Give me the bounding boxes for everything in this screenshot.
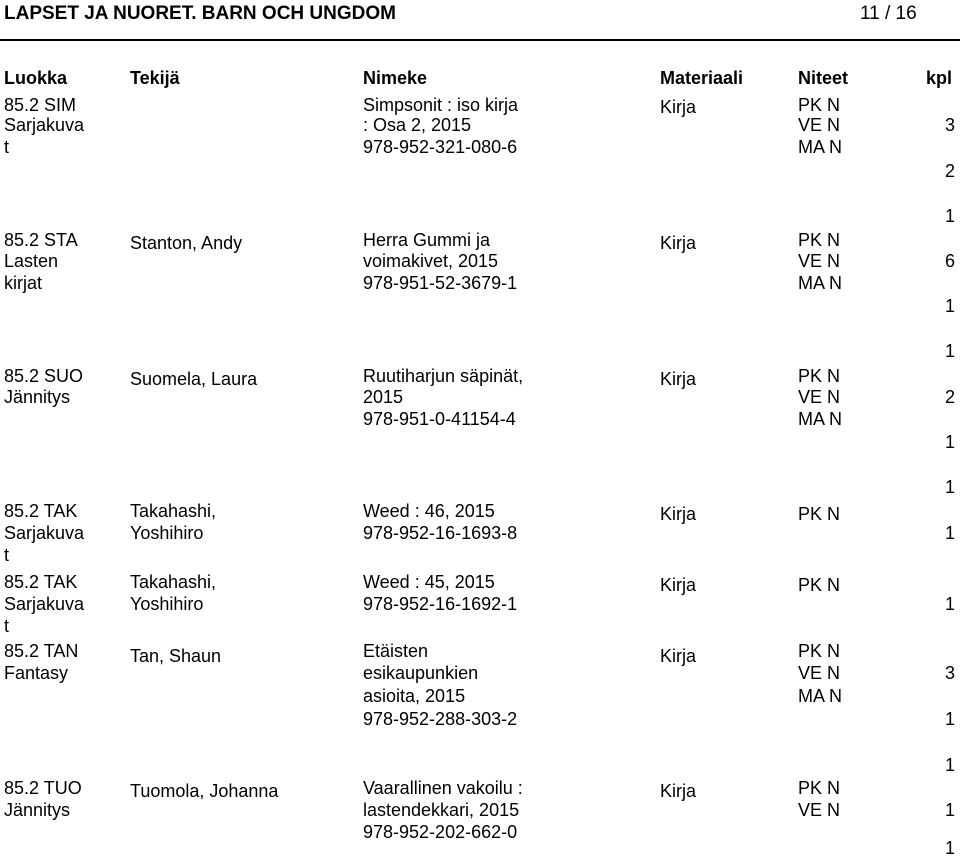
- branch-copies: MA N: [798, 273, 843, 293]
- class-genre: Sarjakuva: [4, 115, 85, 135]
- branch-copies: PK N: [798, 504, 841, 524]
- author: Tuomola, Johanna: [130, 781, 279, 801]
- copy-count: 3: [945, 663, 956, 683]
- class-code: 85.2 TAK: [4, 501, 78, 521]
- copy-count: 1: [945, 341, 956, 361]
- class-code: 85.2 STA: [4, 230, 78, 250]
- branch-copies: VE N: [798, 251, 841, 271]
- author-cont: Yoshihiro: [130, 523, 204, 543]
- column-header-materiaali: Materiaali: [660, 68, 744, 88]
- branch-copies: VE N: [798, 663, 841, 683]
- copy-count: 1: [945, 800, 956, 820]
- copy-count: 1: [945, 755, 956, 775]
- author: Stanton, Andy: [130, 233, 243, 253]
- page-title: LAPSET JA NUORET. BARN OCH UNGDOM: [4, 3, 396, 24]
- branch-copies: PK N: [798, 95, 841, 115]
- class-genre: Jännitys: [4, 800, 71, 820]
- copy-count: 1: [945, 432, 956, 452]
- material-type: Kirja: [660, 233, 697, 253]
- copy-count: 2: [945, 161, 956, 181]
- class-genre-cont: t: [4, 616, 10, 636]
- copy-count: 1: [945, 206, 956, 226]
- copy-count: 1: [945, 594, 956, 614]
- class-code: 85.2 SUO: [4, 366, 84, 386]
- class-code: 85.2 SIM: [4, 95, 77, 115]
- class-code: 85.2 TAK: [4, 572, 78, 592]
- material-type: Kirja: [660, 781, 697, 801]
- column-header-tekija: Tekijä: [130, 68, 180, 88]
- class-genre-cont: t: [4, 137, 10, 157]
- branch-copies: PK N: [798, 575, 841, 595]
- author: Tan, Shaun: [130, 646, 222, 666]
- copy-count: 1: [945, 523, 956, 543]
- title-line: lastendekkari, 2015: [363, 800, 520, 820]
- page-number: 11 / 16: [860, 3, 917, 24]
- material-type: Kirja: [660, 575, 697, 595]
- title-line: Vaarallinen vakoilu :: [363, 778, 523, 798]
- branch-copies: VE N: [798, 115, 841, 135]
- title-line: asioita, 2015: [363, 686, 466, 706]
- branch-copies: MA N: [798, 137, 843, 157]
- class-code: 85.2 TAN: [4, 641, 79, 661]
- class-genre: Sarjakuva: [4, 523, 85, 543]
- title-line: Weed : 46, 2015: [363, 501, 495, 521]
- class-genre-cont: t: [4, 545, 10, 565]
- column-header-nimeke: Nimeke: [363, 68, 428, 88]
- title-line: Etäisten: [363, 641, 429, 661]
- copy-count: 1: [945, 296, 956, 316]
- branch-copies: PK N: [798, 641, 841, 661]
- class-genre: Sarjakuva: [4, 594, 85, 614]
- material-type: Kirja: [660, 369, 697, 389]
- isbn: 978-952-16-1693-8: [363, 523, 518, 543]
- title-line: : Osa 2, 2015: [363, 115, 472, 135]
- author: Suomela, Laura: [130, 369, 258, 389]
- branch-copies: VE N: [798, 800, 841, 820]
- isbn: 978-951-52-3679-1: [363, 273, 518, 293]
- copy-count: 2: [945, 387, 956, 407]
- class-genre: Lasten: [4, 251, 59, 271]
- title-line: esikaupunkien: [363, 663, 479, 683]
- title-line: Ruutiharjun säpinät,: [363, 366, 524, 386]
- material-type: Kirja: [660, 646, 697, 666]
- copy-count: 1: [945, 838, 956, 858]
- title-line: Simpsonit : iso kirja: [363, 95, 519, 115]
- material-type: Kirja: [660, 97, 697, 117]
- class-code: 85.2 TUO: [4, 778, 82, 798]
- copy-count: 3: [945, 115, 956, 135]
- title-line: voimakivet, 2015: [363, 251, 499, 271]
- copy-count: 1: [945, 477, 956, 497]
- class-genre: Jännitys: [4, 387, 71, 407]
- column-header-luokka: Luokka: [4, 68, 68, 88]
- branch-copies: MA N: [798, 409, 843, 429]
- copy-count: 6: [945, 251, 956, 271]
- isbn: 978-952-202-662-0: [363, 822, 518, 842]
- title-line: Herra Gummi ja: [363, 230, 491, 250]
- title-line: 2015: [363, 387, 404, 407]
- title-line: Weed : 45, 2015: [363, 572, 495, 592]
- isbn: 978-952-288-303-2: [363, 709, 518, 729]
- branch-copies: PK N: [798, 778, 841, 798]
- branch-copies: PK N: [798, 366, 841, 386]
- copy-count: 1: [945, 709, 956, 729]
- branch-copies: MA N: [798, 686, 843, 706]
- isbn: 978-952-321-080-6: [363, 137, 518, 157]
- column-header-kpl: kpl: [926, 68, 953, 88]
- author: Takahashi,: [130, 572, 217, 592]
- author-cont: Yoshihiro: [130, 594, 204, 614]
- branch-copies: VE N: [798, 387, 841, 407]
- material-type: Kirja: [660, 504, 697, 524]
- class-genre: Fantasy: [4, 663, 69, 683]
- isbn: 978-951-0-41154-4: [363, 409, 516, 429]
- isbn: 978-952-16-1692-1: [363, 594, 518, 614]
- header-divider: [0, 39, 960, 41]
- class-genre-cont: kirjat: [4, 273, 43, 293]
- column-header-niteet: Niteet: [798, 68, 849, 88]
- author: Takahashi,: [130, 501, 217, 521]
- branch-copies: PK N: [798, 230, 841, 250]
